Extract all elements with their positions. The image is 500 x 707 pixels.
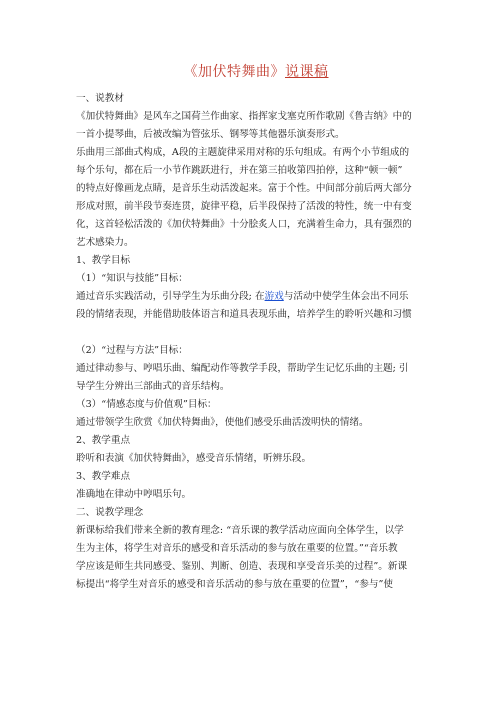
text-line — [76, 558, 436, 576]
line-text-continued: 与活动中使学生体会出不同乐 — [283, 291, 409, 302]
text-line — [76, 234, 436, 252]
text-line — [76, 108, 436, 126]
line-text: 化，这首轻松活泼的《加伏特舞曲》十分脍炙人口，充满着生命力，具有强烈的 — [76, 219, 412, 230]
text-line — [76, 468, 436, 486]
line-text: （3）“情感态度与价值观”目标： — [76, 399, 217, 410]
line-text: 乐曲用三部曲式构成，A段的主题旋律采用对称的乐句组成。有两个小节组成的 — [76, 147, 410, 158]
line-text: （1）“知识与技能”目标： — [76, 273, 188, 284]
text-line — [76, 450, 436, 468]
text-line — [76, 252, 436, 270]
line-text: 1、教学目标 — [76, 255, 131, 266]
document-title — [76, 62, 436, 82]
title-main: 《加伏特舞曲》 — [183, 64, 285, 80]
text-line — [76, 180, 436, 198]
line-text: 准确地在律动中哼唱乐句。 — [76, 489, 192, 500]
line-text: 通过音乐实践活动，引导学生为乐曲分段; 在 — [76, 291, 265, 302]
line-text: 《加伏特舞曲》是风车之国荷兰作曲家、指挥家戈塞克所作歌剧《鲁吉纳》中的 — [76, 111, 412, 122]
line-text: 通过带领学生欣赏《加伏特舞曲》，使他们感受乐曲活泼明快的情绪。 — [76, 417, 369, 428]
text-line — [76, 504, 436, 522]
line-text: 每个乐句，都在后一小节作跳跃进行，并在第三拍收第四拍停，这种“顿一顿” — [76, 165, 403, 176]
document-page — [76, 62, 436, 594]
line-text: 聆听和表演《加伏特舞曲》，感受音乐情绪，听辨乐段。 — [76, 453, 312, 464]
line-text: 一、说教材 — [76, 93, 124, 104]
line-text: 段的情绪表现，并能借助肢体语言和道具表现乐曲，培养学生的聆听兴趣和习惯 — [76, 309, 412, 320]
text-line — [76, 342, 436, 360]
text-line — [76, 216, 436, 234]
text-line — [76, 270, 436, 288]
text-line — [76, 396, 436, 414]
line-text: 导学生分辨出三部曲式的音乐结构。 — [76, 381, 230, 392]
text-line — [76, 360, 436, 378]
text-line — [76, 414, 436, 432]
line-text: （2）“过程与方法”目标： — [76, 345, 188, 356]
text-line — [76, 378, 436, 396]
text-line — [76, 306, 436, 324]
text-line — [76, 486, 436, 504]
line-text: 通过律动参与、哼唱乐曲、编配动作等教学手段，帮助学生记忆乐曲的主题; 引 — [76, 363, 409, 374]
text-line — [76, 198, 436, 216]
line-text: 生为主体，将学生对音乐的感受和音乐活动的参与放在重要的位置。”“音乐教 — [76, 543, 398, 554]
text-line — [76, 288, 436, 306]
line-text: 标提出“将学生对音乐的感受和音乐活动的参与放在重要的位置”，“参与”使 — [76, 579, 394, 590]
line-text: 的特点好像画龙点睛，是音乐生动活泼起来。富于个性。中间部分前后两大部分 — [76, 183, 412, 194]
text-line — [76, 522, 436, 540]
document-body — [76, 90, 436, 594]
text-line — [76, 126, 436, 144]
line-text: 2、教学重点 — [76, 435, 131, 446]
line-text: 一首小提琴曲，后被改编为管弦乐、钢琴等其他器乐演奏形式。 — [76, 129, 345, 140]
inline-link[interactable]: 游戏 — [264, 291, 284, 302]
line-text: 新课标给我们带来全新的教育理念: “音乐课的教学活动应面向全体学生，以学 — [76, 525, 404, 536]
line-text: 形成对照，前半段节奏连贯，旋律平稳，后半段保持了活泼的特性，统一中有变 — [76, 201, 412, 212]
title-link[interactable]: 说课稿 — [285, 64, 329, 80]
text-line — [76, 90, 436, 108]
line-text: 3、教学难点 — [76, 471, 131, 482]
text-line — [76, 144, 436, 162]
line-text: 二、说教学理念 — [76, 507, 144, 518]
text-line — [76, 576, 436, 594]
line-text: 学应该是师生共同感受、鉴别、判断、创造、表现和享受音乐美的过程”。新课 — [76, 561, 408, 572]
text-line — [76, 540, 436, 558]
blank-line — [76, 324, 436, 342]
text-line — [76, 162, 436, 180]
line-text: 艺术感染力。 — [76, 237, 134, 248]
text-line — [76, 432, 436, 450]
